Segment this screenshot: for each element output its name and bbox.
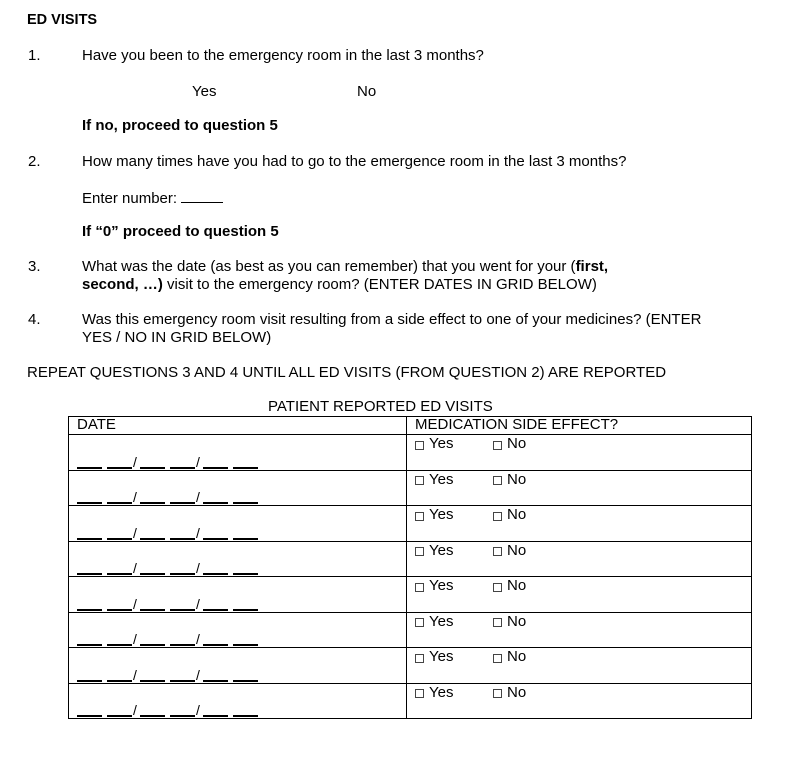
option-no[interactable] (493, 507, 526, 523)
option-yes-label: Yes (429, 648, 454, 665)
date-entry-field[interactable] (77, 668, 263, 682)
header-date: DATE (69, 417, 407, 435)
day-digit-2[interactable] (170, 455, 195, 469)
option-no[interactable] (493, 614, 526, 630)
side-effect-cell (407, 648, 752, 684)
date-entry-field[interactable] (77, 455, 263, 469)
checkbox-icon[interactable] (493, 441, 502, 450)
option-yes-label: Yes (429, 435, 454, 452)
option-no[interactable] (493, 685, 526, 701)
ed-visits-table (68, 416, 752, 719)
month-digit-1[interactable] (77, 455, 102, 469)
checkbox-icon[interactable] (415, 689, 424, 698)
option-no[interactable] (493, 649, 526, 665)
day-digit-1[interactable] (140, 597, 165, 611)
day-digit-1[interactable] (140, 561, 165, 575)
date-entry-field[interactable] (77, 526, 263, 540)
month-digit-1[interactable] (77, 526, 102, 540)
date-cell[interactable] (69, 541, 407, 577)
month-digit-2[interactable] (107, 597, 132, 611)
date-separator: / (133, 453, 137, 470)
day-digit-2[interactable] (170, 526, 195, 540)
option-no-label: No (507, 683, 527, 701)
option-yes[interactable] (415, 685, 493, 701)
side-effect-cell (407, 683, 752, 719)
header-side-effect: MEDICATION SIDE EFFECT? (407, 417, 752, 435)
enter-number-row (82, 188, 223, 208)
year-digit-1[interactable] (203, 526, 228, 540)
option-yes[interactable] (415, 507, 493, 523)
repeat-instruction: REPEAT QUESTIONS 3 AND 4 UNTIL ALL ED VISITS (FROM QUESTION 2) ARE REPORTED (27, 364, 667, 381)
year-digit-2[interactable] (233, 632, 258, 646)
question-3-number: 3. (28, 258, 41, 275)
question-3-text-start: What was the date (as best as you can remember) that you went for your ( (82, 258, 576, 275)
date-cell[interactable] (69, 577, 407, 613)
option-no-label: No (507, 577, 527, 594)
option-yes[interactable] (415, 578, 493, 594)
table-row (69, 470, 752, 506)
checkbox-icon[interactable] (493, 689, 502, 698)
day-digit-2[interactable] (170, 668, 195, 682)
day-digit-2[interactable] (170, 561, 195, 575)
month-digit-1[interactable] (77, 632, 102, 646)
question-1-number: 1. (28, 47, 41, 64)
date-separator: / (196, 631, 200, 647)
side-effect-cell (407, 435, 752, 471)
checkbox-icon[interactable] (493, 547, 502, 556)
option-yes[interactable] (415, 472, 493, 488)
day-digit-1[interactable] (140, 632, 165, 646)
date-separator: / (196, 666, 200, 683)
table-row (69, 612, 752, 648)
year-digit-1[interactable] (203, 597, 228, 611)
day-digit-2[interactable] (170, 703, 195, 717)
option-yes[interactable] (415, 649, 493, 665)
checkbox-icon[interactable] (493, 654, 502, 663)
day-digit-1[interactable] (140, 668, 165, 682)
year-digit-1[interactable] (203, 455, 228, 469)
checkbox-icon[interactable] (415, 441, 424, 450)
month-digit-1[interactable] (77, 668, 102, 682)
option-no[interactable] (493, 472, 526, 488)
date-separator: / (196, 560, 200, 576)
section-title: ED VISITS (27, 12, 98, 28)
option-yes-label: Yes (429, 683, 454, 701)
option-yes[interactable] (415, 543, 493, 559)
table-row (69, 648, 752, 684)
checkbox-icon[interactable] (415, 654, 424, 663)
date-separator: / (133, 560, 137, 576)
date-separator: / (196, 702, 200, 718)
year-digit-1[interactable] (203, 668, 228, 682)
table-title: PATIENT REPORTED ED VISITS (268, 398, 493, 415)
option-no[interactable] (493, 543, 526, 559)
date-entry-field[interactable] (77, 632, 263, 646)
month-digit-2[interactable] (107, 668, 132, 682)
month-digit-2[interactable] (107, 526, 132, 540)
date-cell[interactable] (69, 470, 407, 506)
table-row (69, 506, 752, 542)
option-yes[interactable] (415, 436, 493, 452)
month-digit-1[interactable] (77, 561, 102, 575)
option-yes-label: Yes (429, 541, 454, 559)
month-digit-2[interactable] (107, 561, 132, 575)
day-digit-1[interactable] (140, 490, 165, 504)
date-cell[interactable] (69, 612, 407, 648)
year-digit-2[interactable] (233, 561, 258, 575)
day-digit-1[interactable] (140, 455, 165, 469)
date-entry-field[interactable] (77, 561, 263, 575)
year-digit-2[interactable] (233, 703, 258, 717)
day-digit-1[interactable] (140, 526, 165, 540)
option-yes-label: Yes (429, 470, 454, 488)
table-row (69, 541, 752, 577)
table-row (69, 577, 752, 613)
question-3-text-bold: first, second, …) (82, 258, 609, 293)
option-yes-label: Yes (429, 577, 454, 594)
question-4-number: 4. (28, 311, 41, 328)
date-cell[interactable] (69, 506, 407, 542)
side-effect-cell (407, 541, 752, 577)
option-no-label: No (507, 612, 527, 630)
year-digit-2[interactable] (233, 455, 258, 469)
option-no-label: No (507, 435, 527, 452)
option-no-label: No (507, 506, 527, 523)
enter-number-field[interactable] (181, 188, 223, 203)
checkbox-icon[interactable] (415, 512, 424, 521)
option-no[interactable] (493, 436, 526, 452)
date-separator: / (133, 524, 137, 541)
day-digit-2[interactable] (170, 632, 195, 646)
date-separator: / (133, 702, 137, 718)
checkbox-icon[interactable] (493, 512, 502, 521)
checkbox-icon[interactable] (493, 476, 502, 485)
checkbox-icon[interactable] (415, 547, 424, 556)
date-cell[interactable] (69, 435, 407, 471)
day-digit-2[interactable] (170, 490, 195, 504)
option-yes-label: Yes (429, 506, 454, 523)
option-no[interactable] (493, 578, 526, 594)
month-digit-1[interactable] (77, 490, 102, 504)
table-row (69, 435, 752, 471)
date-cell[interactable] (69, 683, 407, 719)
month-digit-1[interactable] (77, 703, 102, 717)
year-digit-2[interactable] (233, 597, 258, 611)
date-entry-field[interactable] (77, 703, 263, 717)
checkbox-icon[interactable] (415, 476, 424, 485)
side-effect-cell (407, 612, 752, 648)
option-no-label: No (507, 541, 527, 559)
year-digit-1[interactable] (203, 632, 228, 646)
year-digit-1[interactable] (203, 561, 228, 575)
date-separator: / (196, 524, 200, 541)
checkbox-icon[interactable] (415, 618, 424, 627)
month-digit-2[interactable] (107, 455, 132, 469)
year-digit-1[interactable] (203, 703, 228, 717)
year-digit-2[interactable] (233, 490, 258, 504)
year-digit-2[interactable] (233, 526, 258, 540)
month-digit-1[interactable] (77, 597, 102, 611)
date-separator: / (196, 489, 200, 505)
option-no-label: No (507, 470, 527, 488)
question-1-text: Have you been to the emergency room in the last 3 months? (82, 47, 484, 64)
side-effect-cell (407, 470, 752, 506)
date-separator: / (196, 453, 200, 470)
month-digit-2[interactable] (107, 632, 132, 646)
side-effect-cell (407, 577, 752, 613)
date-separator: / (133, 631, 137, 647)
year-digit-2[interactable] (233, 668, 258, 682)
date-cell[interactable] (69, 648, 407, 684)
question-3-text (82, 258, 642, 294)
question-2-instruction: If “0” proceed to question 5 (82, 223, 279, 240)
day-digit-2[interactable] (170, 597, 195, 611)
question-1-option-yes[interactable]: Yes (192, 83, 217, 100)
enter-number-label: Enter number: (82, 190, 178, 207)
question-4-text: Was this emergency room visit resulting from a side effect to one of your medicines? (ENTER YES / NO IN GRID BELOW) (82, 311, 702, 346)
question-2-text: How many times have you had to go to the emergence room in the last 3 months? (82, 153, 627, 170)
side-effect-cell (407, 506, 752, 542)
option-no-label: No (507, 648, 527, 665)
table-row (69, 683, 752, 719)
option-yes[interactable] (415, 614, 493, 630)
date-separator: / (196, 595, 200, 612)
day-digit-1[interactable] (140, 703, 165, 717)
date-entry-field[interactable] (77, 597, 263, 611)
year-digit-1[interactable] (203, 490, 228, 504)
month-digit-2[interactable] (107, 703, 132, 717)
date-entry-field[interactable] (77, 490, 263, 504)
question-1-instruction: If no, proceed to question 5 (82, 117, 278, 134)
date-separator: / (133, 489, 137, 505)
date-separator: / (133, 666, 137, 683)
question-2-number: 2. (28, 153, 41, 170)
question-3-text-end: visit to the emergency room? (ENTER DATES IN GRID BELOW) (162, 276, 597, 293)
date-separator: / (133, 595, 137, 612)
question-1-option-no[interactable]: No (357, 83, 377, 100)
checkbox-icon[interactable] (493, 583, 502, 592)
checkbox-icon[interactable] (493, 618, 502, 627)
checkbox-icon[interactable] (415, 583, 424, 592)
option-yes-label: Yes (429, 612, 454, 630)
month-digit-2[interactable] (107, 490, 132, 504)
